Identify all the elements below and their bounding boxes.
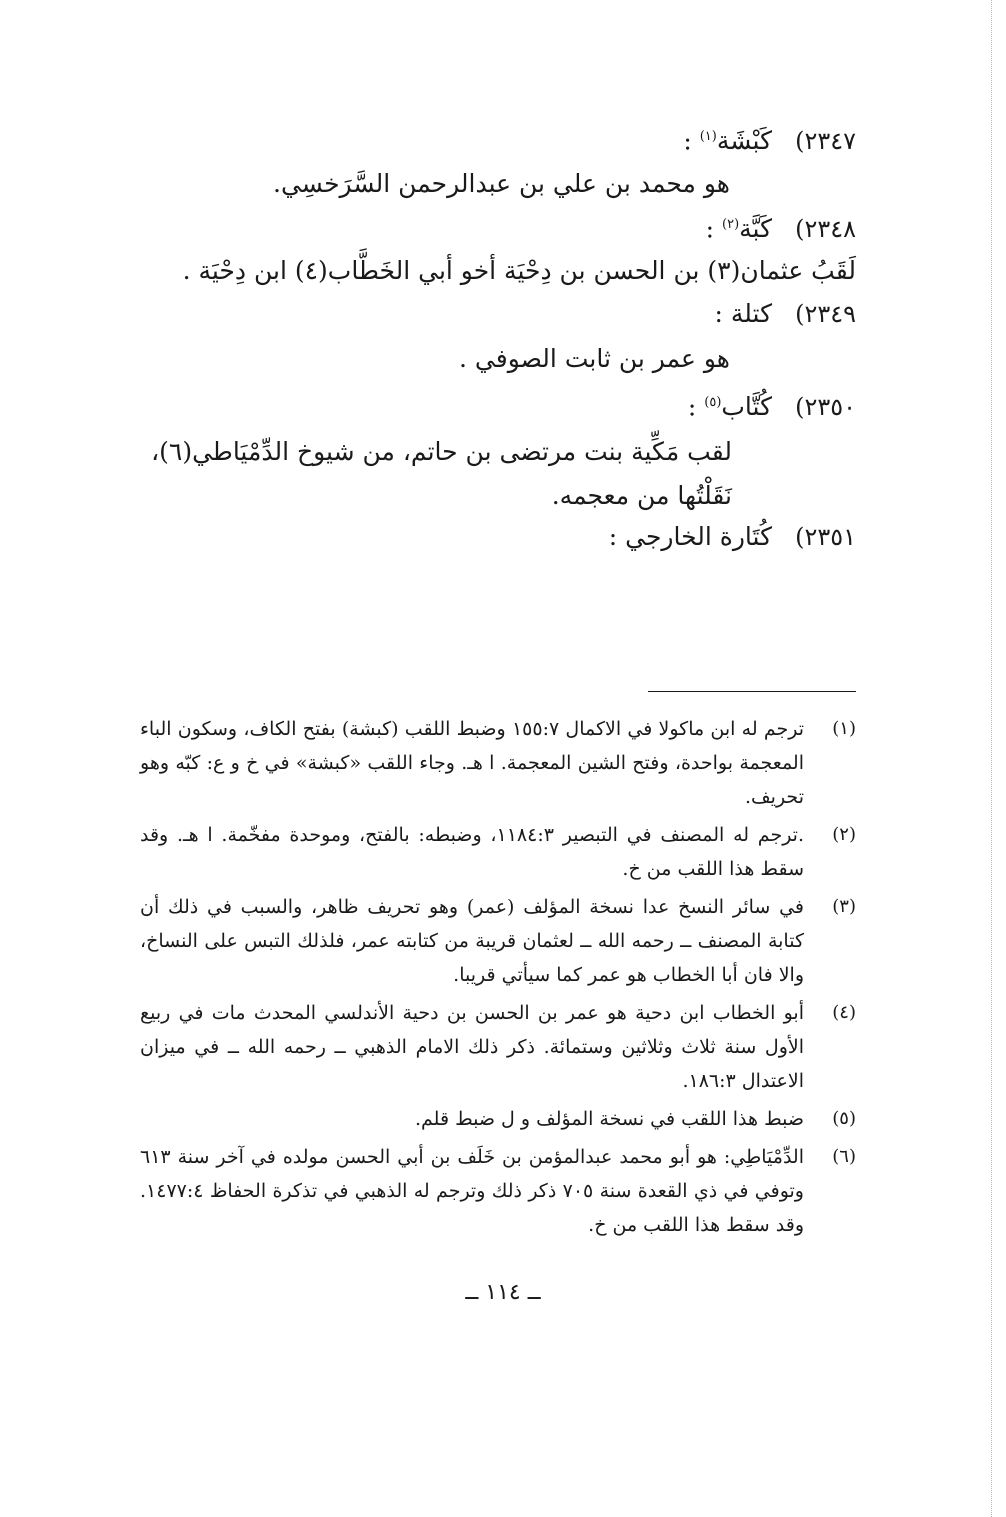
footnote-number: (٤) [832, 1002, 856, 1023]
footnotes-section [140, 712, 856, 1246]
footnote-separator [648, 691, 856, 692]
entry-title: كُتَارة الخارجي [625, 522, 772, 551]
footnote-text: .ترجم له المصنف في التبصير ١١٨٤:٣، وضبطه: بالفتح، وموحدة مفخّمة. ا هـ. وقد سقط هذا اللقب من خ. [140, 824, 804, 880]
entry-number: ٢٣٤٩) [795, 300, 856, 328]
footnote-text: ضبط هذا اللقب في نسخة المؤلف و ل ضبط قلم. [414, 1108, 804, 1130]
footnote-ref[interactable]: (٥) [704, 395, 722, 410]
entry-number: ٢٣٤٨) [795, 215, 856, 244]
footnote [140, 818, 856, 886]
footnote-number: (٦) [832, 1146, 856, 1167]
footnote-text: في سائر النسخ عدا نسخة المؤلف (عمر) وهو تحريف ظاهر، والسبب في ذلك أن كتابة المصنف ــ رحمه الله ــ لعثمان قريبة من كتابته عمر، فلذلك التبس على النساخ، والا فان أبا الخطاب هو عمر كما سيأتي قريبا. [140, 896, 804, 986]
entry-number: ٢٣٤٧) [795, 127, 856, 156]
footnote [140, 1102, 856, 1136]
entry-colon: : [683, 126, 700, 156]
entry-heading [136, 386, 856, 424]
entry-number: ٢٣٥١) [795, 523, 856, 551]
entry-colon: : [714, 299, 731, 328]
entry-colon: : [687, 392, 705, 422]
footnote-number: (٢) [832, 824, 856, 845]
entry-body: لَقَبُ عثمان(٣) بن الحسن بن دِحْيَة أخو أبي الخَطَّاب(٤) ابن دِحْيَة . [182, 256, 856, 285]
entry-heading [136, 520, 856, 554]
entry-heading [136, 297, 856, 331]
entry-body: لقب مَكِّية بنت مرتضى بن حاتم، من شيوخ الدِّمْيَاطي(٦)، نَقَلْتُها من معجمه. [151, 437, 732, 510]
entry-heading [136, 120, 856, 158]
entry-body: هو عمر بن ثابت الصوفي . [459, 344, 730, 373]
footnote-ref[interactable]: (٢) [722, 217, 740, 232]
page-number: ــ ١١٤ ــ [465, 1280, 541, 1305]
footnote [140, 1140, 856, 1242]
footnote [140, 712, 856, 814]
footnote [140, 996, 856, 1098]
entry-heading [136, 208, 856, 246]
entry-title: كَبَّة [739, 214, 772, 244]
footnote-number: (١) [832, 718, 856, 739]
entry-body: هو محمد بن علي بن عبدالرحمن السَّرَخسِي. [273, 169, 730, 198]
entry-title: كتلة [730, 299, 772, 328]
footnote-number: (٥) [832, 1108, 856, 1129]
entry-colon: : [608, 522, 626, 551]
entry-number: ٢٣٥٠) [795, 393, 856, 422]
footnote-text: أبو الخطاب ابن دحية هو عمر بن الحسن بن دحية الأندلسي المحدث مات في ربيع الأول سنة ثلاث وثلاثين وستمائة. ذكر ذلك الامام الذهبي ــ رحمه الله ــ في ميزان الاعتدال ١٨٦:٣. [140, 1002, 804, 1092]
entry-title: كَبْشَة [716, 126, 772, 156]
footnote-ref[interactable]: (١) [699, 129, 717, 144]
footnote-number: (٣) [832, 896, 856, 917]
footnote-text: ترجم له ابن ماكولا في الاكمال ١٥٥:٧ وضبط اللقب (كبشة) بفتح الكاف، وسكون الباء المعجمة بواحدة، وفتح الشين المعجمة. ا هـ. وجاء اللقب «كبشة» في خ و ع: كبّه وهو تحريف. [140, 718, 804, 808]
entry-title: كُتَّاب [721, 392, 772, 422]
entry-colon: : [705, 214, 722, 244]
footnote [140, 890, 856, 992]
footnote-text: الدِّمْيَاطِي: هو أبو محمد عبدالمؤمن بن خَلَف بن أبي الحسن مولده في آخر سنة ٦١٣ وتوفي في ذي القعدة سنة ٧٠٥ ذكر ذلك وترجم له الذهبي في تذكرة الحفاظ ١٤٧٧:٤. وقد سقط هذا اللقب من خ. [140, 1146, 804, 1236]
